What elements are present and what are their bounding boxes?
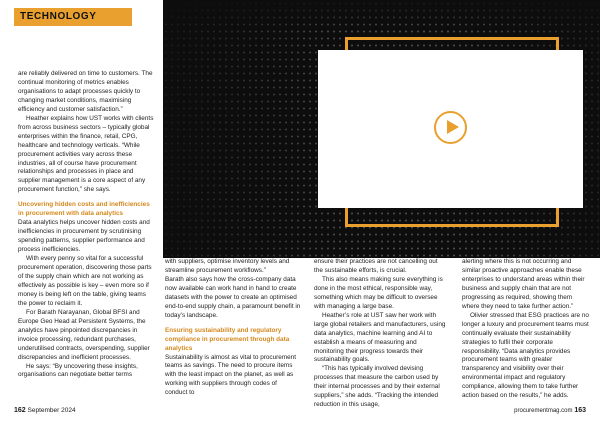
paragraph: are reliably delivered on time to customers. The continual monitoring of metrics enables organisations to adapt processes quickly to changing market conditions, maximising efficiency and customer satisfaction.” [18, 70, 153, 113]
video-player[interactable] [318, 50, 583, 208]
hero-image [163, 0, 600, 258]
page-number: 163 [574, 407, 586, 414]
paragraph: He says: “By uncovering these insights, organisations can negotiate better terms [18, 362, 138, 379]
paragraph: Olivier stressed that ESG practices are no longer a luxury and procurement teams must continually evaluate their sustainability strategies to fulfil their corporate responsibility. “Data analytics provides procurement teams with greater transparency and visibility over their environmental impact and regulatory compliance, allowing them to take further action based on the results,” he adds. [462, 311, 589, 400]
subheading: Ensuring sustainability and regulatory compliance in procurement through data analytics [165, 326, 290, 352]
paragraph: Barath also says how the cross-company data now available can work hand in hand to create datasets with the power to create an optimised end-to-end supply chain, a paramount benefit in today’s landscape. [165, 275, 301, 319]
article-column-1 [18, 70, 154, 380]
paragraph: Heather’s role at UST saw her work with large global retailers and manufacturers, using data analytics, machine learning and AI to establish a means of measuring and monitoring their progress towards their sustainability goals. [314, 311, 446, 364]
paragraph: “This has typically involved devising processes that measure the carbon used by their internal processes and by their external suppliers,” she adds. “Tracking the intended reduction in this usage, [314, 365, 440, 409]
paragraph: This also means making sure everything is done in the most ethical, responsible way, something which may be difficult to oversee with managing a large base. [314, 275, 443, 310]
site-link[interactable]: procurementmag.com [514, 408, 573, 414]
paragraph: ensure their practices are not cancelling out the sustainable efforts, is crucial. [314, 258, 438, 274]
paragraph: alerting where this is not occurring and similar proactive approaches enable these enterprises to understand areas within their business and supply chain that are not progressing as required, showing them where they need to take further action.” [462, 258, 585, 310]
paragraph: Sustainability is almost as vital to procurement teams as savings. The need to procure items with the least impact on the planet, as well as working with suppliers through codes of conduct to [165, 353, 297, 397]
issue-date: September 2024 [27, 407, 76, 414]
paragraph: With every penny so vital for a successful procurement operation, discovering those parts of the supply chain which are not working as effectively as possible is key – even more so if money is being left on the table, giving teams the power to reclaim it. [18, 255, 152, 307]
article-column-3 [314, 258, 448, 410]
paragraph: For Barath Narayanan, Global BFSI and Europe Geo Head at Persistent Systems, the analytics have pinpointed discrepancies in invoice processing, redundant purchases, underutilised contracts, overspending, supplier discrepancies and inefficient processes. [18, 308, 150, 361]
footer-left [14, 407, 76, 414]
section-tag: TECHNOLOGY [14, 8, 132, 26]
paragraph: Heather explains how UST works with clients from across business sectors – typically global enterprises within the finance, retail, CPG, healthcare and technology verticals. “While procurement activities vary across these industries, all of course have procurement relationships and processes in place and supplier management is a core aspect of any procurement function,” she says. [18, 114, 154, 194]
subheading: Uncovering hidden costs and inefficiencies in procurement with data analytics [18, 201, 150, 218]
play-icon[interactable] [434, 111, 467, 144]
article-column-2 [165, 258, 301, 398]
paragraph: Data analytics helps uncover hidden costs and inefficiencies in procurement by scrutinising spending patterns, supplier performance and process inefficiencies. [18, 219, 150, 254]
footer-right [514, 407, 586, 414]
paragraph: with suppliers, optimise inventory levels and streamline procurement workflows.” [165, 258, 290, 274]
article-column-4 [462, 258, 590, 401]
page-number: 162 [14, 407, 26, 414]
